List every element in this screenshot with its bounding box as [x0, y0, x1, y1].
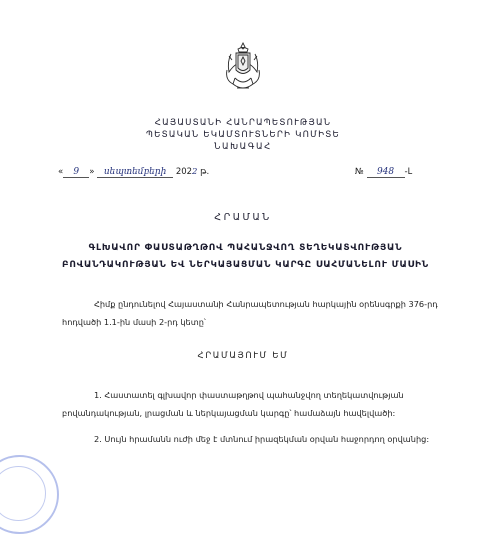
document-title: ՀՐԱՄԱՆ — [214, 212, 272, 223]
subject-line-2: ԲՈՎԱՆԴԱԿՈՒԹՅԱՆ ԵՎ ՆԵՐԿԱՅԱՑՄԱՆ ԿԱՐԳԸ ՍԱՀՄԱՆԵԼՈՒ ՄԱՍԻՆ — [61, 260, 430, 270]
number-sign: № — [355, 167, 364, 177]
date-year-prefix: 202 — [175, 167, 193, 177]
preamble-paragraph: Հիմք ընդունելով Հայաստանի Հանրապետության հարկային օրենսգրքի 376-րդ հոդվածի 1.1-ին մասի 2-րդ կետը՝ — [62, 299, 438, 327]
decree-date — [58, 167, 209, 178]
coat-of-arms-emblem — [223, 40, 263, 98]
subject-line-1: ԳԼԽԱՎՈՐ ՓԱՍՏԱԹՂԹՈՎ ՊԱՀԱՆՋՎՈՂ ՏԵՂԵԿԱՏՎՈՒԹՅԱՆ — [88, 243, 403, 253]
date-close-quote: » — [89, 167, 95, 177]
issuer-line-3: ՆԱԽԱԳԱՀ — [214, 142, 272, 152]
number-suffix: -Լ — [404, 167, 413, 177]
decree-item-2: 2. Սույն հրամանն ուժի մեջ է մտնում իրազեկման օրվան հաջորդող օրվանից: — [94, 434, 430, 444]
date-year-digit: 2 — [192, 167, 198, 177]
decree-heading: ՀՐԱՄԱՅՈՒՄ ԵՄ — [197, 351, 289, 361]
number-value: 948 — [367, 167, 405, 178]
date-open-quote: « — [58, 167, 64, 177]
decree-number — [355, 167, 412, 178]
date-day: 9 — [63, 167, 89, 178]
decree-item-1: 1. Հաստատել գլխավոր փաստաթղթով պահանջվող տեղեկատվության բովանդակության, լրացման և ներկայացման կարգը՝ համաձայն հավելվածի: — [62, 390, 404, 418]
issuer-line-2: ՊԵՏԱԿԱՆ ԵԿԱՄՏՈՒՏՆԵՐԻ ԿՈՄԻՏԵ — [146, 130, 340, 140]
date-month: սեպտեմբերի — [97, 167, 173, 178]
issuer-line-1: ՀԱՅԱՍՏԱՆԻ ՀԱՆՐԱՊԵՏՈՒԹՅԱՆ — [154, 118, 332, 128]
date-year-suffix: թ. — [200, 167, 210, 177]
